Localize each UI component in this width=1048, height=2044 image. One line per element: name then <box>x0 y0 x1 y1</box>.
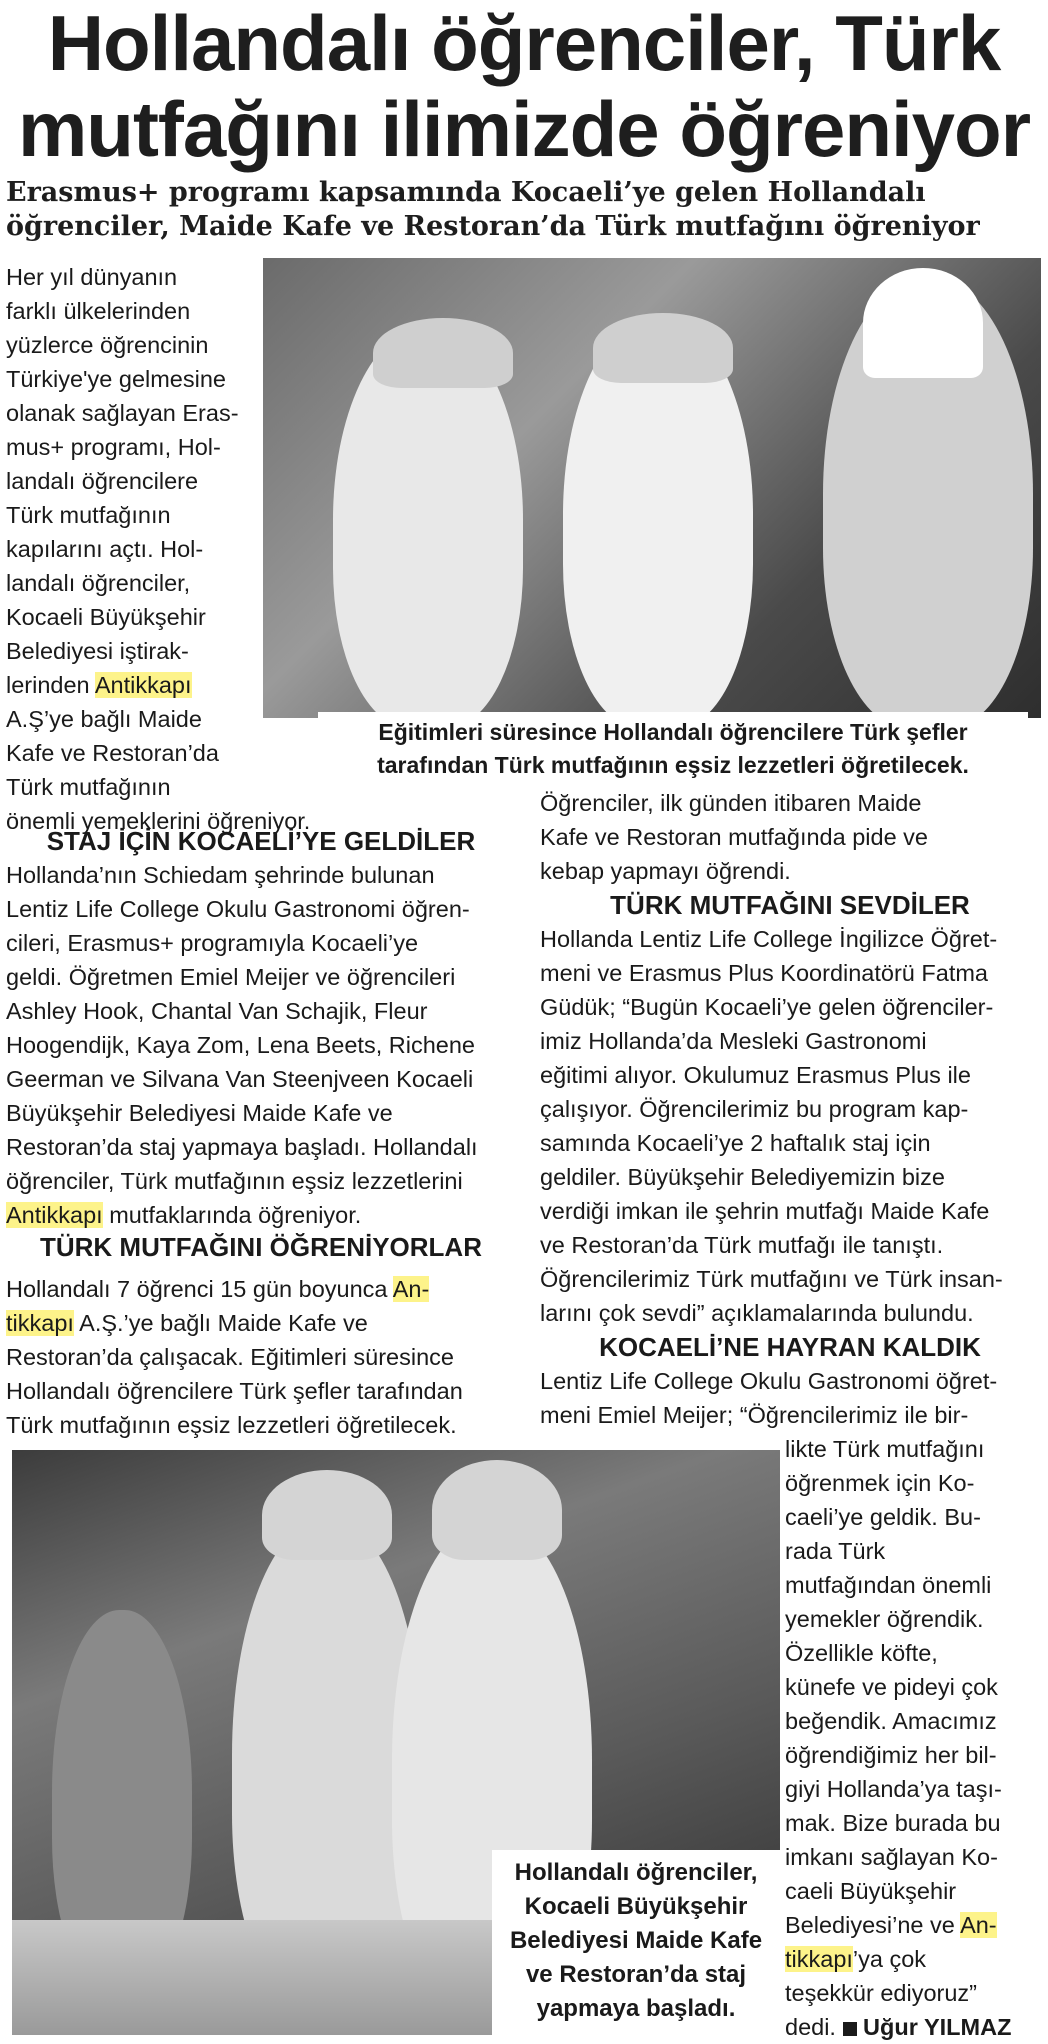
body-line: caeli’ye geldik. Bu- <box>785 1504 981 1530</box>
body-text-fragment: Hollandalı 7 öğrenci 15 gün boyunca <box>6 1276 393 1302</box>
body-line: eğitimi alıyor. Okulumuz Erasmus Plus ile <box>540 1062 971 1088</box>
intro-line: Kafe ve Restoran’da <box>6 740 219 766</box>
section4-body-wide <box>540 1364 1045 1432</box>
body-line: imiz Hollanda’da Mesleki Gastronomi <box>540 1028 927 1054</box>
highlighted-brand: tikkapı <box>785 1946 853 1972</box>
section4-body-narrow <box>785 1432 1045 2044</box>
body-line: öğrenciler, Türk mutfağının eşsiz lezzetlerini <box>6 1168 463 1194</box>
body-line: kebap yapmayı öğrendi. <box>540 858 791 884</box>
intro-line: önemli yemeklerini öğreniyor. <box>6 808 311 834</box>
intro-line: Belediyesi iştirak- <box>6 638 189 664</box>
headline-line-2: mutfağını ilimizde öğreniyor <box>17 85 1031 173</box>
section2-body <box>6 1272 531 1442</box>
photo2-caption <box>492 1850 780 2036</box>
intro-line: yüzlerce öğrencinin <box>6 332 209 358</box>
intro-line: Her yıl dünyanın <box>6 264 178 290</box>
caption-line: Eğitimleri süresince Hollandalı öğrencilere Türk şefler <box>378 719 968 745</box>
body-line: teşekkür ediyoruz” <box>785 1980 977 2006</box>
caption-line: yapmaya başladı. <box>536 1995 736 2022</box>
body-line: giyi Hollanda’ya taşı- <box>785 1776 1002 1802</box>
body-line: Restoran’da staj yapmaya başladı. Hollandalı <box>6 1134 478 1160</box>
body-line <box>6 1198 531 1232</box>
body-line: çalışıyor. Öğrencilerimiz bu program kap- <box>540 1096 969 1122</box>
body-line: Öğrenciler, ilk günden itibaren Maide <box>540 790 922 816</box>
chef-hat-icon <box>593 313 733 383</box>
body-line: öğrenmek için Ko- <box>785 1470 975 1496</box>
section3-body <box>540 922 1045 1330</box>
body-line: künefe ve pideyi çok <box>785 1674 998 1700</box>
highlighted-brand: Antikkapı <box>6 1202 103 1228</box>
body-line: Ashley Hook, Chantal Van Schajik, Fleur <box>6 998 428 1024</box>
chef-hat-icon <box>373 318 513 388</box>
photo-students-with-chef <box>263 258 1041 718</box>
body-text-fragment: ’ya çok <box>852 1946 927 1972</box>
body-line: Hollandalı öğrencilere Türk şefler tarafından <box>6 1378 463 1404</box>
highlighted-brand: Antikkapı <box>94 672 192 698</box>
body-line: Güdük; “Bugün Kocaeli’ye gelen öğrenciler- <box>540 994 994 1020</box>
intro-line: Kocaeli Büyükşehir <box>6 604 206 630</box>
subheadline-line-1: Erasmus+ programı kapsamında Kocaeli’ye gelen Hollandalı <box>6 177 926 208</box>
byline <box>785 2010 1045 2044</box>
intro-line: kapılarını açtı. Hol- <box>6 536 204 562</box>
body-line: meni ve Erasmus Plus Koordinatörü Fatma <box>540 960 988 986</box>
body-line: imkanı sağlayan Ko- <box>785 1844 998 1870</box>
section-title-sevdiler: TÜRK MUTFAĞINI SEVDİLER <box>610 890 970 920</box>
body-line: ve Restoran’da Türk mutfağı ile tanıştı. <box>540 1232 944 1258</box>
section1-body <box>6 858 531 1232</box>
intro-line: landalı öğrencilere <box>6 468 199 494</box>
highlighted-brand: tikkapı <box>6 1310 74 1336</box>
body-text-fragment: A.Ş.’ye bağlı Maide Kafe ve <box>73 1310 368 1336</box>
body-line: larını çok sevdi” açıklamalarında bulundu. <box>540 1300 974 1326</box>
highlighted-brand: An- <box>960 1912 997 1938</box>
body-line: mutfağından önemli <box>785 1572 992 1598</box>
body-line: Hollanda’nın Schiedam şehrinde bulunan <box>6 862 435 888</box>
body-line: Öğrencilerimiz Türk mutfağını ve Türk insan- <box>540 1266 1003 1292</box>
body-line: samında Kocaeli’ye 2 haftalık staj için <box>540 1130 931 1156</box>
caption-line: Belediyesi Maide Kafe <box>509 1927 763 1954</box>
headline-line-1: Hollandalı öğrenciler, Türk <box>47 0 1001 87</box>
body-line <box>785 1908 1045 1942</box>
body-line: Geerman ve Silvana Van Steenjveen Kocaeli <box>6 1066 474 1092</box>
body-line: öğrendiğimiz her bil- <box>785 1742 997 1768</box>
chef-hat-icon <box>262 1470 392 1560</box>
body-line <box>785 1942 1045 1976</box>
intro-line: A.Ş’ye bağlı Maide <box>6 706 202 732</box>
body-line: Hoogendijk, Kaya Zom, Lena Beets, Richene <box>6 1032 475 1058</box>
body-line: Restoran’da çalışacak. Eğitimleri süresince <box>6 1344 454 1370</box>
caption-line: Hollandalı öğrenciler, <box>514 1859 758 1886</box>
caption-line: Kocaeli Büyükşehir <box>524 1893 748 1920</box>
intro-line: landalı öğrenciler, <box>6 570 191 596</box>
body-line <box>6 1306 531 1340</box>
body-line: likte Türk mutfağını <box>785 1436 985 1462</box>
body-line: Kafe ve Restoran mutfağında pide ve <box>540 824 928 850</box>
intro-line: Türkiye'ye gelmesine <box>6 366 226 392</box>
body-line: Türk mutfağının eşsiz lezzetleri öğretilecek. <box>6 1412 457 1438</box>
highlighted-brand: An- <box>392 1276 430 1302</box>
chef-hat-icon <box>432 1460 562 1560</box>
body-line: meni Emiel Meijer; “Öğrencilerimiz ile bir- <box>540 1402 969 1428</box>
chef-hat-icon <box>863 268 983 378</box>
intro-line: Türk mutfağının <box>6 774 171 800</box>
body-line: geldi. Öğretmen Emiel Meijer ve öğrencileri <box>6 964 456 990</box>
square-bullet-icon <box>843 2022 857 2036</box>
subheadline-line-2: öğrenciler, Maide Kafe ve Restoran’da Türk mutfağını öğreniyor <box>6 211 980 242</box>
intro-line: mus+ programı, Hol- <box>6 434 221 460</box>
body-line: rada Türk <box>785 1538 886 1564</box>
body-line: Lentiz Life College Okulu Gastronomi öğret- <box>540 1368 998 1394</box>
intro-text <box>6 260 311 838</box>
intro-text-fragment: lerinden <box>6 672 95 698</box>
body-text-fragment: mutfaklarında öğreniyor. <box>102 1202 362 1228</box>
body-line: Lentiz Life College Okulu Gastronomi öğren- <box>6 896 470 922</box>
body-line: Hollanda Lentiz Life College İngilizce Öğret- <box>540 926 998 952</box>
body-text-fragment: dedi. <box>785 2014 836 2040</box>
body-line: caeli Büyükşehir <box>785 1878 957 1904</box>
body-line: mak. Bize burada bu <box>785 1810 1001 1836</box>
body-line: Özellikle köfte, <box>785 1640 938 1666</box>
body-line: cileri, Erasmus+ programıyla Kocaeli’ye <box>6 930 419 956</box>
section-title-staj: STAJ İÇİN KOCAELİ’YE GELDİLER <box>46 826 476 856</box>
intro-line: farklı ülkelerinden <box>6 298 191 324</box>
author-name: Uğur YILMAZ <box>863 2014 1012 2040</box>
intro-line <box>6 668 261 702</box>
intro-line: Türk mutfağının <box>6 502 171 528</box>
body-text-fragment: Belediyesi’ne ve <box>785 1912 961 1938</box>
intro-line: olanak sağlayan Eras- <box>6 400 239 426</box>
section-title-ogreniyorlar: TÜRK MUTFAĞINI ÖĞRENİYORLAR <box>40 1232 482 1262</box>
body-line: beğendik. Amacımız <box>785 1708 997 1734</box>
body-line: geldiler. Büyükşehir Belediyemizin bize <box>540 1164 945 1190</box>
caption-line: ve Restoran’da staj <box>525 1961 747 1988</box>
body-line: Büyükşehir Belediyesi Maide Kafe ve <box>6 1100 393 1126</box>
body-line <box>6 1272 531 1306</box>
body-line: verdiği imkan ile şehrin mutfağı Maide Kafe <box>540 1198 990 1224</box>
section-title-hayran-kaldik: KOCAELİ’NE HAYRAN KALDIK <box>599 1332 981 1362</box>
right-intro <box>540 786 1040 888</box>
body-line: yemekler öğrendik. <box>785 1606 984 1632</box>
caption-line: tarafından Türk mutfağının eşsiz lezzetleri öğretilecek. <box>377 752 969 778</box>
photo1-caption <box>318 712 1028 788</box>
